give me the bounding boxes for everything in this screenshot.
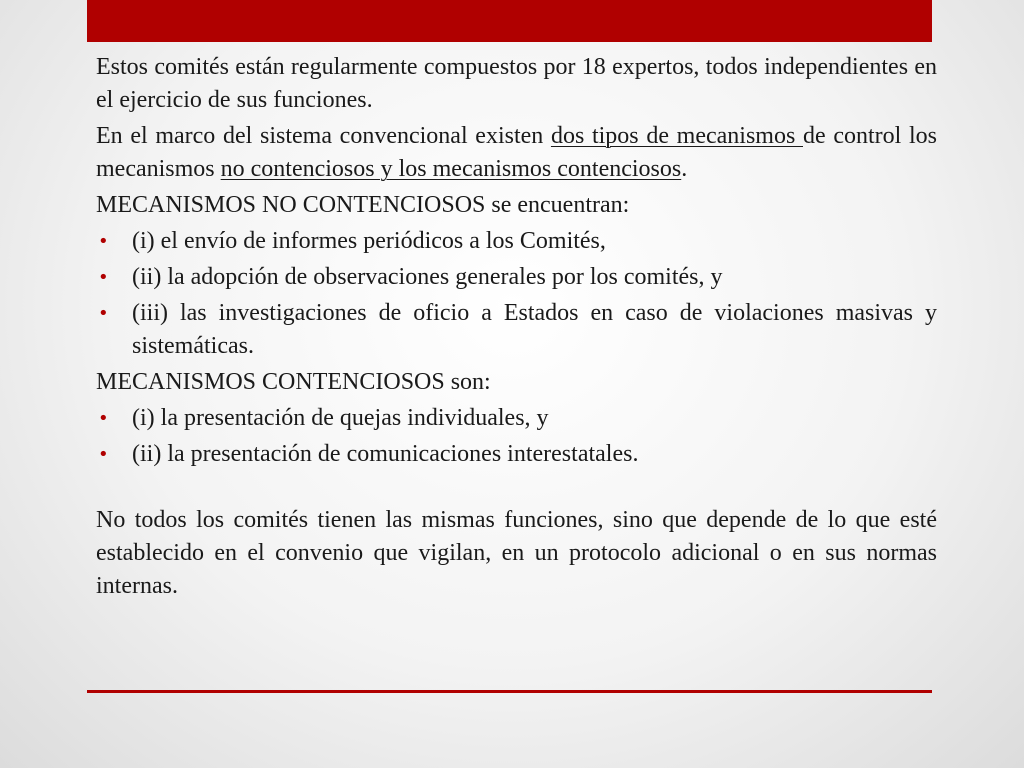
underlined-mechanism-types: no contenciosos y los mecanismos contenciosos (220, 156, 682, 182)
list-item-non-contentious-1 (96, 225, 937, 258)
bullet-icon: • (98, 408, 109, 429)
spacer (96, 474, 937, 504)
list-item-text: (iii) las investigaciones de oficio a Estados en caso de violaciones masivas y sistemáticas. (132, 300, 937, 359)
bullet-icon: • (98, 267, 109, 288)
list-item-text: (ii) la presentación de comunicaciones interestatales. (132, 441, 639, 467)
slide-content (96, 51, 937, 606)
list-item-text: (i) el envío de informes periódicos a los Comités, (132, 228, 606, 254)
heading-non-contentious: MECANISMOS NO CONTENCIOSOS se encuentran: (96, 192, 630, 218)
paragraph-functions: No todos los comités tienen las mismas funciones, sino que depende de lo que esté establecido en el convenio que vigilan, en un protocolo adicional o en sus normas internas. (96, 507, 937, 599)
list-item-text: (i) la presentación de quejas individuales, y (132, 405, 549, 431)
bullet-icon: • (98, 444, 109, 465)
list-item-contentious-2 (96, 438, 937, 471)
underlined-two-types: dos tipos de mecanismos (550, 123, 803, 149)
top-accent-bar (87, 0, 932, 42)
list-item-non-contentious-2 (96, 261, 937, 294)
list-item-non-contentious-3 (96, 297, 937, 363)
paragraph-composition: Estos comités están regularmente compuestos por 18 expertos, todos independientes en el ejercicio de sus funciones. (96, 54, 937, 113)
paragraph-mechanisms-post: . (681, 156, 688, 182)
bottom-divider (87, 690, 932, 693)
heading-contentious: MECANISMOS CONTENCIOSOS son: (96, 369, 491, 395)
list-item-text: (ii) la adopción de observaciones generales por los comités, y (132, 264, 723, 290)
paragraph-mechanisms (96, 120, 937, 186)
bullet-icon: • (98, 303, 109, 324)
bullet-icon: • (98, 231, 109, 252)
paragraph-mechanisms-pre: En el marco del sistema convencional existen (96, 123, 551, 149)
list-item-contentious-1 (96, 402, 937, 435)
paragraph-mechanisms-mid: de control los mecanismos (96, 123, 938, 182)
